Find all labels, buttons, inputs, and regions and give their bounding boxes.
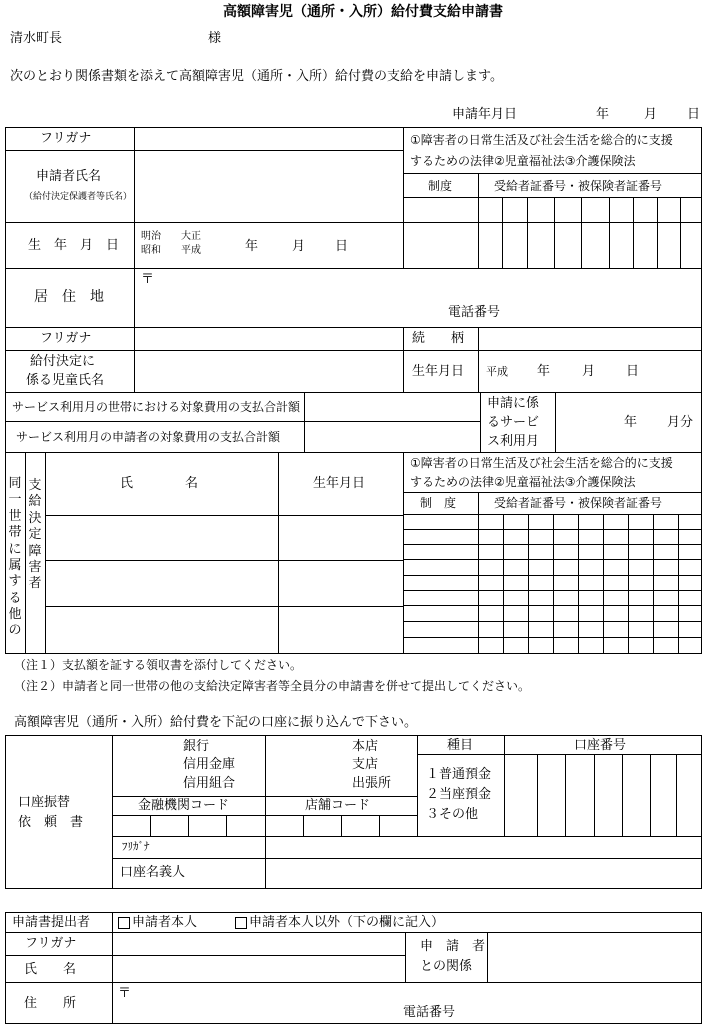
- applicant-total-label: サービス利用月の申請者の対象費用の支払合計額: [16, 430, 281, 444]
- rule: [405, 932, 406, 982]
- submitter-name-label: 氏 名: [24, 962, 77, 977]
- dob-month: 月: [292, 239, 306, 254]
- rule: [403, 327, 404, 392]
- checkbox-icon[interactable]: [235, 917, 247, 929]
- checkbox-icon[interactable]: [118, 917, 130, 929]
- rule: [341, 815, 342, 836]
- rule: [5, 268, 702, 269]
- rule: [603, 514, 604, 654]
- relation-label-1: 申 請 者: [420, 939, 486, 954]
- rule: [502, 197, 503, 268]
- submitter-option-self[interactable]: [118, 916, 197, 929]
- application-date-label: 申請年月日: [452, 107, 518, 122]
- service-month-suffix: 月分: [667, 415, 694, 430]
- service-month-label-1: 申請に係: [487, 396, 540, 411]
- rule: [653, 514, 654, 654]
- bank-type-2: 信用金庫: [183, 757, 236, 772]
- child-dob-label: 生年月日: [412, 364, 465, 379]
- rule: [528, 514, 529, 654]
- date-day: 日: [687, 107, 701, 122]
- cert-label: 受給者証番号・被保険者証番号: [494, 179, 663, 193]
- rule: [676, 754, 677, 836]
- holder-name-label: 口座名義人: [120, 865, 186, 880]
- rule: [5, 955, 405, 956]
- dob-year: 年: [245, 239, 259, 254]
- rule: [417, 754, 702, 755]
- addressee: 清水町長: [10, 31, 63, 46]
- child-name-label-1: 給付決定に: [30, 354, 96, 369]
- era-options-2: 昭和 平成: [141, 245, 201, 256]
- submitter-postal-mark: 〒: [118, 986, 132, 1001]
- rule: [5, 222, 702, 223]
- account-type-header: 種目: [447, 738, 474, 753]
- submitter-label: 申請書提出者: [12, 915, 91, 930]
- household-vertical-label: 同一世帯に属する他の: [8, 476, 22, 639]
- branch-code-label: 店舗コード: [305, 798, 371, 813]
- rule: [628, 514, 629, 654]
- rule: [379, 815, 380, 836]
- rule: [5, 421, 480, 422]
- rule: [45, 560, 403, 561]
- rule: [226, 815, 227, 836]
- household-total-label: サービス利用月の世帯における対象費用の支払合計額: [12, 400, 301, 414]
- rule: [504, 735, 505, 836]
- rule: [5, 350, 702, 351]
- rule: [417, 735, 418, 836]
- rule: [650, 754, 651, 836]
- system-label: 制度: [428, 179, 453, 193]
- rule: [403, 492, 702, 493]
- law-line-1: ①障害者の日常生活及び社会生活を総合的に支援: [410, 133, 673, 147]
- household-vertical-label-inner: 支給決定障害者: [28, 478, 42, 592]
- rule: [553, 514, 554, 654]
- note-1: （注１）支払額を証する領収書を添付してください。: [14, 658, 303, 672]
- rule: [188, 815, 189, 836]
- rule: [112, 912, 113, 1024]
- rule: [609, 197, 610, 268]
- rule: [680, 197, 681, 268]
- rule: [487, 932, 488, 982]
- rule: [303, 815, 304, 836]
- child-year: 年: [537, 364, 551, 379]
- rule: [5, 932, 702, 933]
- branch-type-3: 出張所: [352, 776, 392, 791]
- law-line-2: するための法律②児童福祉法③介護保険法: [410, 154, 636, 168]
- rule: [112, 858, 702, 859]
- rule: [265, 735, 266, 836]
- relation-label-2: との関係: [420, 959, 473, 974]
- rule: [578, 514, 579, 654]
- submitter-address-label: 住 所: [24, 996, 77, 1011]
- address-label: 居 住 地: [34, 289, 104, 305]
- submitter-option-other[interactable]: [235, 916, 444, 929]
- rule: [478, 222, 479, 223]
- rule: [622, 754, 623, 836]
- household-name-header: 氏 名: [120, 476, 199, 491]
- rule: [478, 492, 479, 654]
- service-year: 年: [624, 415, 638, 430]
- account-number-header: 口座番号: [574, 738, 627, 753]
- rule: [565, 754, 566, 836]
- bank-type-1: 銀行: [183, 739, 210, 754]
- option-other-label: 申請者本人以外（下の欄に記入）: [249, 915, 445, 930]
- bank-transfer-label-1: 口座振替: [18, 795, 71, 810]
- applicant-name-note: （給付決定保護者等氏名）: [24, 192, 133, 202]
- rule: [112, 836, 702, 837]
- child-furigana-label: フリガナ: [40, 331, 92, 346]
- rule: [112, 735, 113, 889]
- account-type-3: ３その他: [426, 807, 479, 822]
- rule: [478, 173, 479, 268]
- rule: [503, 514, 504, 654]
- rule: [527, 197, 528, 268]
- rule: [403, 452, 404, 654]
- date-year: 年: [596, 107, 610, 122]
- branch-type-2: 支店: [352, 757, 379, 772]
- applicant-name-label: 申請者氏名: [36, 169, 102, 184]
- household-dob-header: 生年月日: [313, 476, 366, 491]
- bank-type-3: 信用組合: [183, 776, 236, 791]
- submitter-phone-label: 電話番号: [403, 1005, 456, 1020]
- rule: [594, 754, 595, 836]
- submitter-furigana-label: フリガナ: [25, 936, 77, 951]
- era-options-1: 明治 大正: [141, 231, 201, 242]
- rule: [5, 452, 702, 453]
- applicant-name-field[interactable]: [135, 151, 402, 221]
- child-day: 日: [626, 364, 640, 379]
- rule: [478, 327, 479, 392]
- holder-kana-label: ﾌﾘｶﾞﾅ: [122, 840, 150, 853]
- note-2: （注２）申請者と同一世帯の他の支給決定障害者等全員分の申請書を併せて提出してください。: [14, 679, 531, 693]
- household-law-1: ①障害者の日常生活及び社会生活を総合的に支援: [410, 456, 673, 470]
- rule: [5, 327, 702, 328]
- account-type-2: ２当座預金: [426, 787, 492, 802]
- applicant-furigana-label: フリガナ: [40, 131, 92, 146]
- service-month-label-2: るサービ: [487, 415, 540, 430]
- rule: [403, 173, 702, 174]
- rule: [555, 392, 556, 452]
- bank-code-label: 金融機関コード: [138, 798, 230, 813]
- rule: [278, 452, 279, 654]
- branch-type-1: 本店: [352, 739, 379, 754]
- rule: [633, 197, 634, 268]
- postal-mark: 〒: [141, 272, 155, 287]
- child-era: 平成: [486, 365, 508, 378]
- rule: [265, 836, 266, 889]
- rule: [5, 392, 702, 393]
- rule: [554, 197, 555, 268]
- account-type-1: １普通預金: [426, 767, 492, 782]
- rule: [45, 452, 46, 654]
- page-title: 高額障害児（通所・入所）給付費支給申請書: [223, 4, 503, 20]
- dob-day: 日: [335, 239, 349, 254]
- rule: [581, 197, 582, 268]
- applicant-dob-label: 生 年 月 日: [28, 238, 120, 253]
- household-law-2: するための法律②児童福祉法③介護保険法: [410, 475, 636, 489]
- rule: [304, 392, 305, 452]
- rule: [5, 982, 702, 983]
- household-cert-header: 受給者証番号・被保険者証番号: [494, 496, 663, 510]
- bank-transfer-label-2: 依 頼 書: [18, 815, 84, 830]
- service-month-label-3: ス利用月: [487, 434, 540, 449]
- household-system-header: 制 度: [420, 496, 457, 510]
- relation-label: 続 柄: [412, 331, 465, 346]
- child-month: 月: [582, 364, 596, 379]
- date-month: 月: [644, 107, 658, 122]
- rule: [537, 754, 538, 836]
- phone-label: 電話番号: [448, 305, 501, 320]
- rule: [150, 815, 151, 836]
- rule: [45, 515, 403, 516]
- child-name-label-2: 係る児童氏名: [26, 373, 105, 388]
- bank-intro: 高額障害児（通所・入所）給付費を下記の口座に振り込んで下さい。: [14, 715, 418, 730]
- rule: [480, 392, 481, 452]
- rule: [45, 606, 403, 607]
- option-self-label: 申請者本人: [132, 915, 198, 930]
- rule: [678, 514, 679, 654]
- intro-text: 次のとおり関係書類を添えて高額障害児（通所・入所）給付費の支給を申請します。: [10, 69, 503, 84]
- rule: [657, 197, 658, 268]
- rule: [25, 452, 26, 654]
- honorific: 様: [208, 31, 222, 46]
